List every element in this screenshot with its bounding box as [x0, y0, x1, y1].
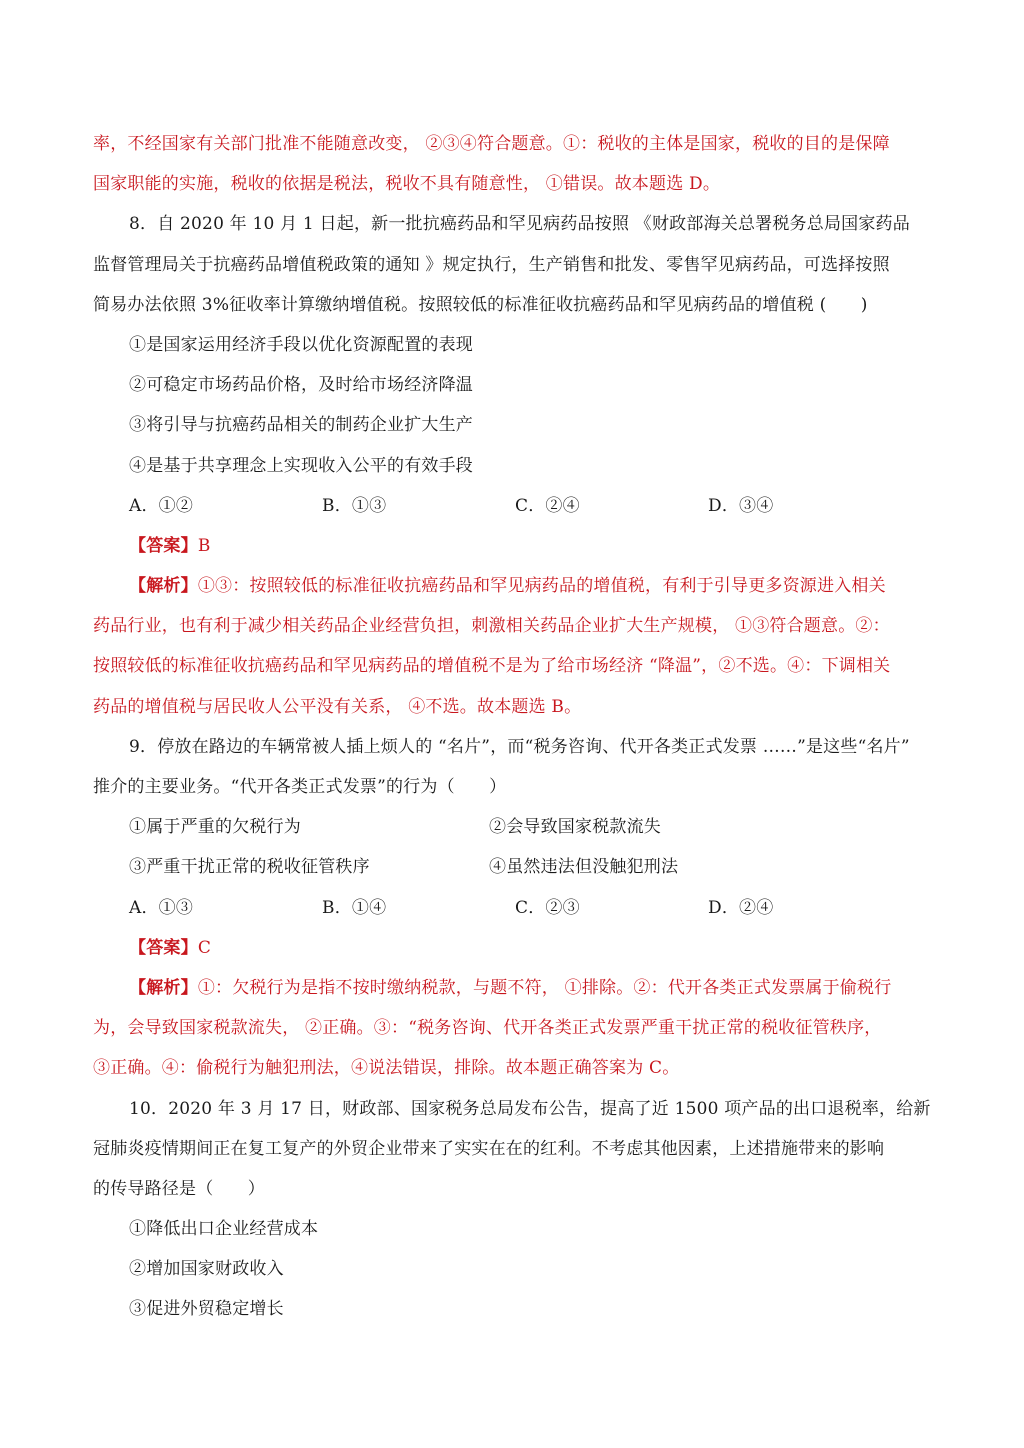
question-9-item: ④虽然违法但没触犯刑法 — [489, 857, 679, 878]
question-8-stem: 8．自 2020 年 10 月 1 日起，新一批抗癌药品和罕见病药品按照 《财政部海关总署税务总局国家药品 — [129, 214, 910, 235]
question-9-items — [93, 847, 923, 887]
question-8-item: ③将引导与抗癌药品相关的制药企业扩大生产 — [129, 415, 473, 436]
option-a: A．①② — [129, 495, 194, 516]
question-10-stem: 10．2020 年 3 月 17 日，财政部、国家税务总局发布公告，提高了近 1500 项产品的出口退税率，给新 — [129, 1098, 931, 1119]
option-a: A．①③ — [129, 897, 194, 918]
analysis-line: 国家职能的实施，税收的依据是税法，税收不具有随意性， ①错误。故本题选 D。 — [93, 174, 721, 195]
option-d: D．②④ — [708, 897, 774, 918]
answer-value: C — [197, 937, 212, 958]
question-9-items — [93, 807, 923, 847]
question-9-item: ③严重干扰正常的税收征管秩序 — [129, 857, 370, 878]
question-8-stem: 监督管理局关于抗癌药品增值税政策的通知 》规定执行，生产销售和批发、零售罕见病药品，可选择按照 — [93, 254, 890, 275]
analysis-line: 率，不经国家有关部门批准不能随意改变， ②③④符合题意。①：税收的主体是国家，税收的目的是保障 — [93, 134, 890, 154]
question-8-stem: 简易办法依照 3%征收率计算缴纳增值税。按照较低的标准征收抗癌药品和罕见病药品的增值税 ( ) — [93, 294, 868, 315]
question-8-item: ②可稳定市场药品价格，及时给市场经济降温 — [129, 375, 473, 396]
analysis-tag: 【解析】 — [129, 576, 198, 597]
analysis-line: ③正确。④：偷税行为触犯刑法，④说法错误，排除。故本题正确答案为 C。 — [93, 1058, 680, 1079]
analysis-line: 药品的增值税与居民收人公平没有关系， ④不选。故本题选 B。 — [93, 696, 582, 717]
question-9-item: ①属于严重的欠税行为 — [129, 817, 301, 838]
question-10-stem: 的传导路径是（ ） — [93, 1178, 265, 1199]
question-10-item: ①降低出口企业经营成本 — [129, 1219, 319, 1240]
option-b: B．①④ — [322, 897, 387, 918]
option-c: C．②③ — [515, 897, 580, 918]
question-10-stem: 冠肺炎疫情期间正在复工复产的外贸企业带来了实实在在的红利。不考虑其他因素，上述措施带来的影响 — [93, 1138, 885, 1159]
question-9-item: ②会导致国家税款流失 — [489, 817, 661, 838]
analysis-text: ①：欠税行为是指不按时缴纳税款，与题不符， ①排除。②：代开各类正式发票属于偷税行 — [197, 977, 892, 998]
option-c: C．②④ — [515, 495, 580, 516]
document-page — [93, 124, 931, 1330]
question-9-options — [93, 888, 923, 928]
analysis-line: 为，会导致国家税款流失， ②正确。③：“税务咨询、代开各类正式发票严重干扰正常的税收征管秩序， — [93, 1018, 882, 1039]
analysis-line: 药品行业，也有利于减少相关药品企业经营负担，刺激相关药品企业扩大生产规模， ①③符合题意。②： — [93, 616, 890, 637]
option-b: B．①③ — [322, 495, 387, 516]
question-8-analysis — [93, 566, 923, 606]
answer-value: B — [197, 535, 211, 556]
question-9-stem: 推介的主要业务。“代开各类正式发票”的行为（ ） — [93, 777, 507, 797]
question-8-item: ①是国家运用经济手段以优化资源配置的表现 — [129, 334, 473, 355]
question-8-options — [93, 486, 923, 526]
question-10-item: ②增加国家财政收入 — [129, 1259, 284, 1280]
analysis-tag: 【解析】 — [129, 977, 198, 998]
question-8-item: ④是基于共享理念上实现收入公平的有效手段 — [129, 455, 473, 476]
option-d: D．③④ — [708, 495, 774, 516]
answer-tag: 【答案】 — [129, 937, 198, 958]
question-8-answer — [93, 526, 923, 566]
question-9-stem: 9．停放在路边的车辆常被人插上烦人的 “名片”，而“税务咨询、代开各类正式发票 ……”是这些“名片” — [129, 736, 910, 757]
question-9-analysis — [93, 968, 923, 1008]
answer-tag: 【答案】 — [129, 535, 198, 556]
analysis-line: 按照较低的标准征收抗癌药品和罕见病药品的增值税不是为了给市场经济 “降温”，②不选。④：下调相关 — [93, 656, 891, 677]
question-10-item: ③促进外贸稳定增长 — [129, 1299, 284, 1320]
question-9-answer — [93, 928, 923, 968]
analysis-text: ①③：按照较低的标准征收抗癌药品和罕见病药品的增值税，有利于引导更多资源进入相关 — [197, 576, 886, 597]
